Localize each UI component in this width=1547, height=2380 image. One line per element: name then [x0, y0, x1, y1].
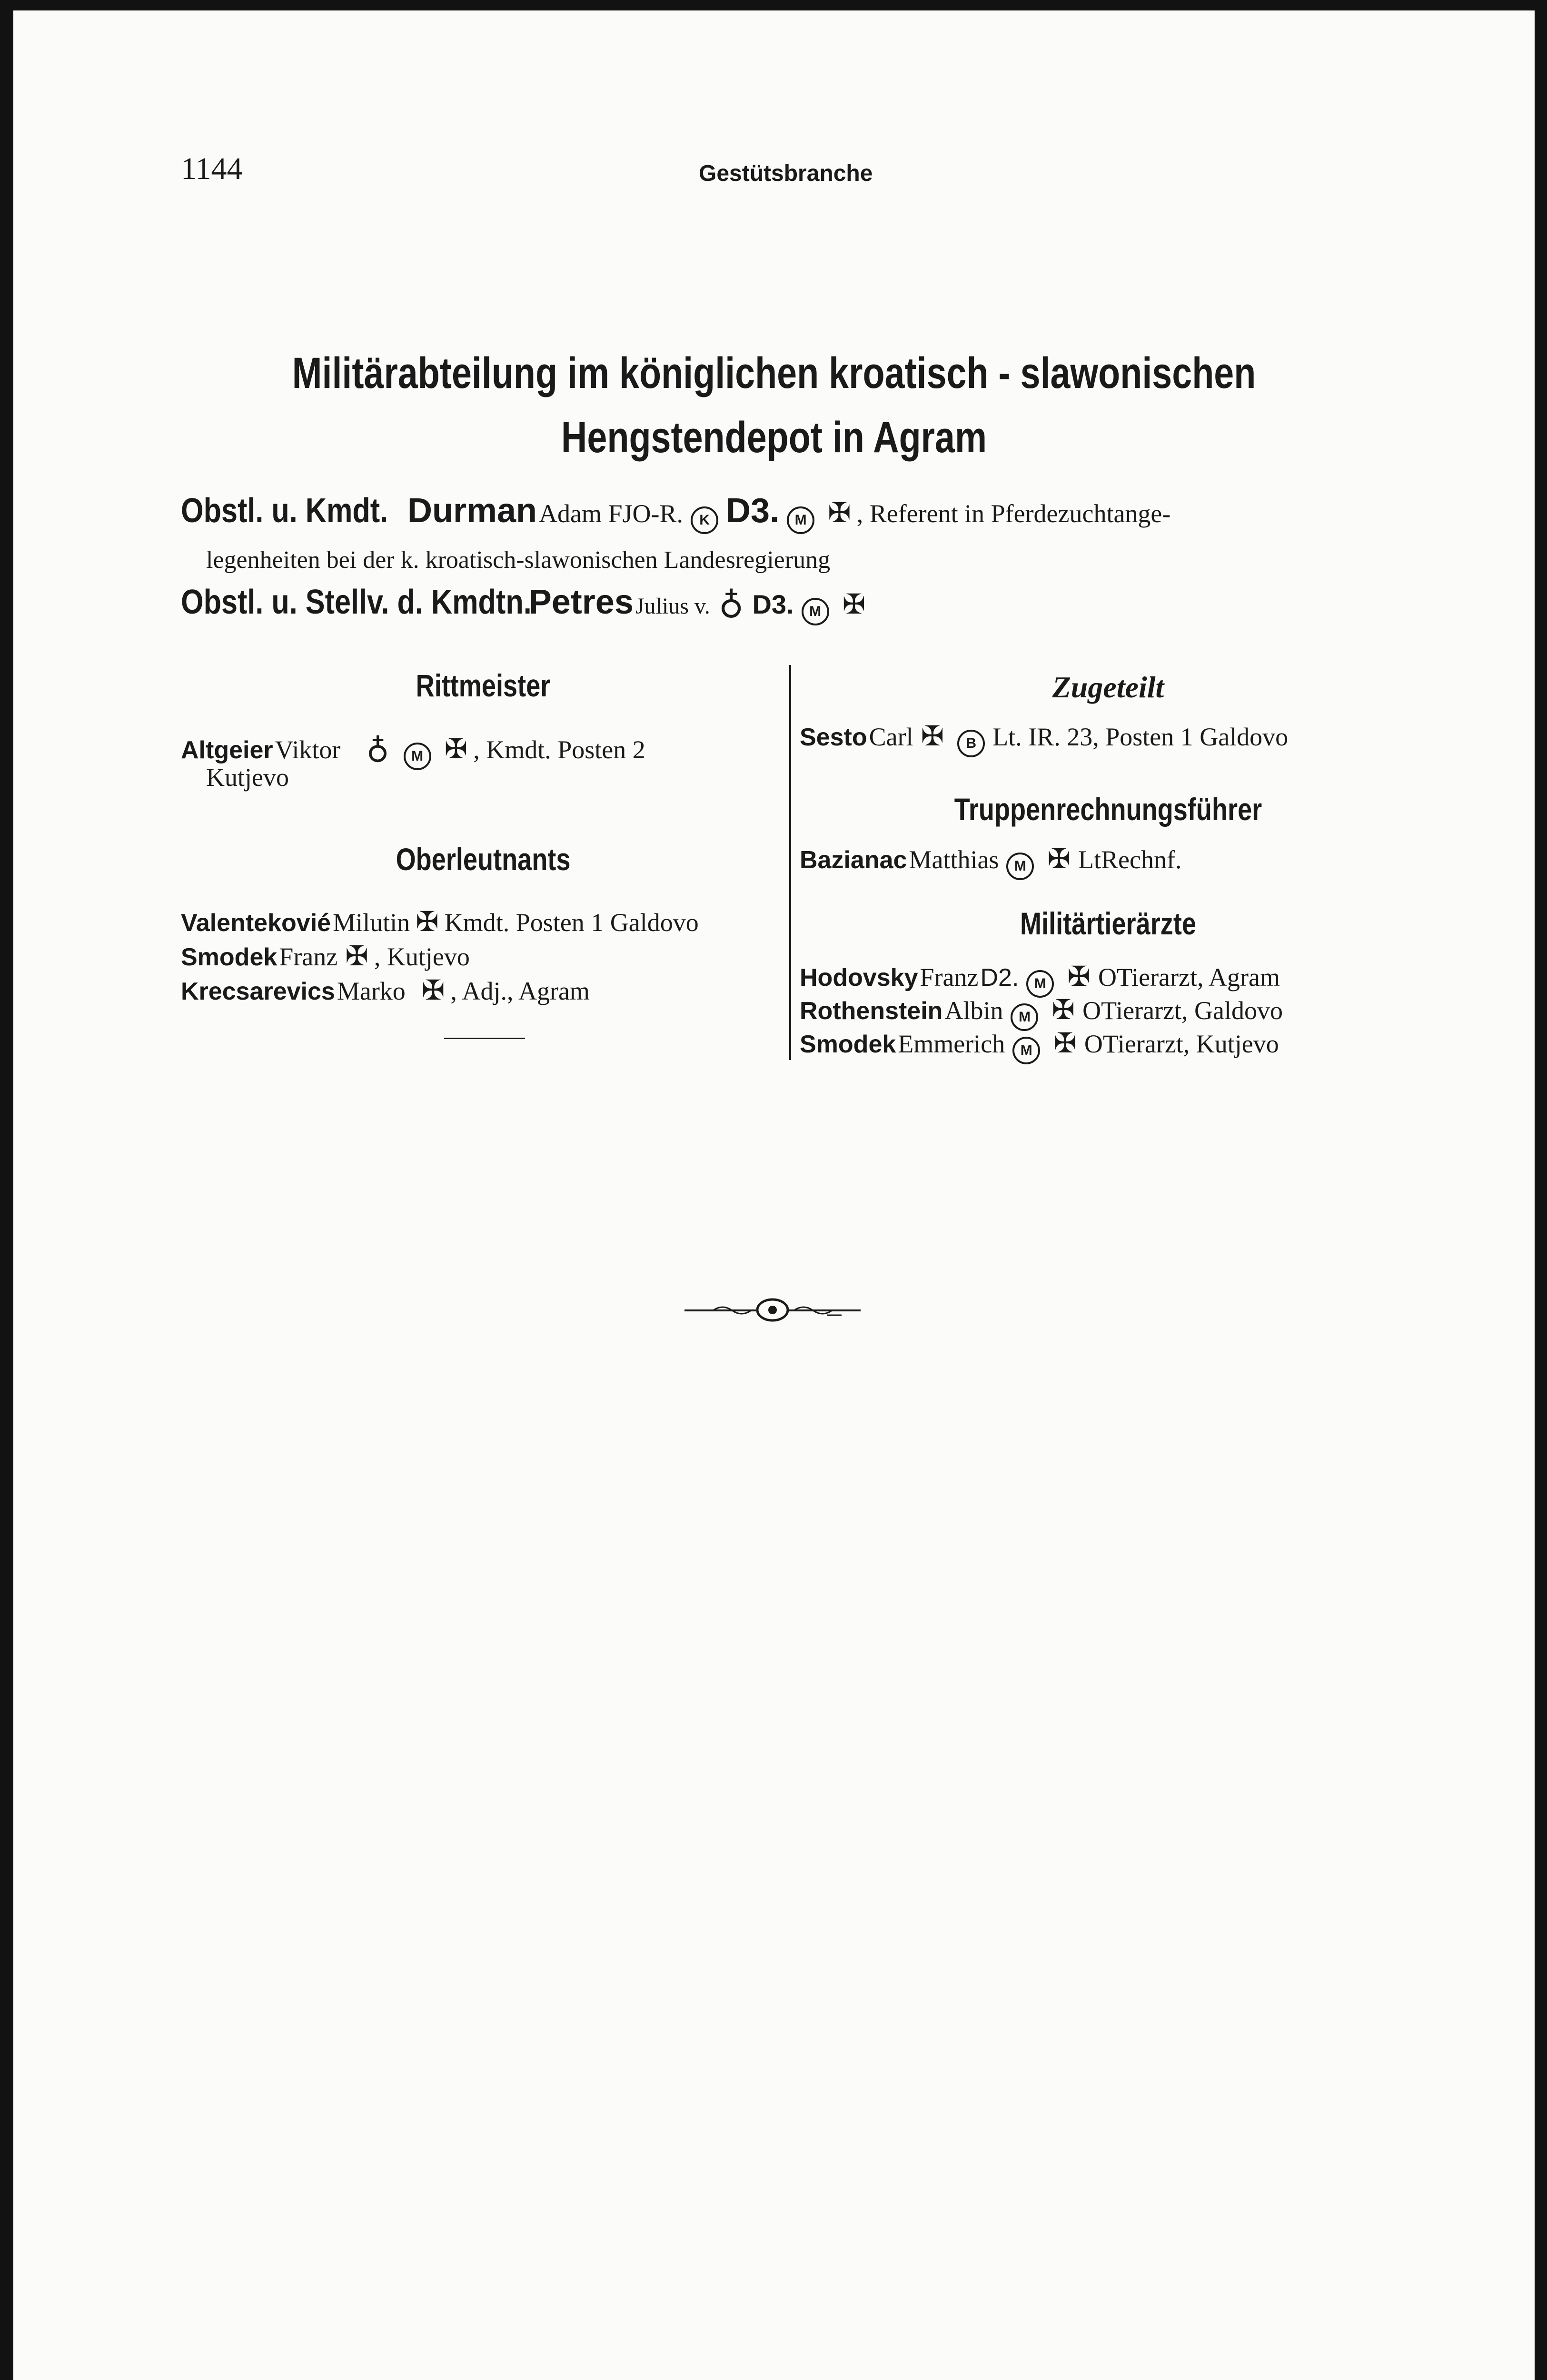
circled-m-icon: M: [1012, 1037, 1040, 1064]
oberleutnant-entry: [181, 974, 590, 1006]
zugeteilt-heading: Zugeteilt: [1052, 670, 1164, 704]
rittmeister-given: Viktor: [275, 735, 341, 764]
circled-m-icon: M: [787, 506, 814, 534]
cross-pattee-icon: ✠: [1051, 994, 1075, 1025]
decoration-icon: ♁: [366, 731, 389, 765]
cross-pattee-icon: ✠: [444, 734, 468, 764]
truppen-heading: Truppenrechnungsführer: [954, 792, 1262, 827]
truppen-tail: LtRechnf.: [1078, 845, 1182, 874]
zugeteilt-surname: Sesto: [800, 724, 867, 751]
title-line-2: Hengstendepot in Agram: [561, 413, 987, 462]
truppen-surname: Bazianac: [800, 846, 907, 874]
end-ornament-icon: [684, 1293, 861, 1327]
rittmeister-line-2: Kutjevo: [206, 763, 289, 792]
tierarzt-given: Franz: [920, 963, 979, 992]
cross-pattee-icon: ✠: [1067, 961, 1091, 992]
cross-pattee-icon: ✠: [1047, 843, 1071, 874]
tierarzt-given: Albin: [944, 996, 1003, 1025]
title-line-1: Militärabteilung im königlichen kroatisch - slawonischen: [292, 349, 1256, 397]
tierarzt-entry: [800, 960, 1280, 998]
commander-tail: , Referent in Pferdezuchtange-: [856, 499, 1171, 528]
oberleutnant-surname: Smodek: [181, 943, 278, 971]
column-divider: [789, 665, 791, 1060]
cross-pattee-icon: ✠: [345, 941, 368, 972]
oberleutnant-tail: , Adj., Agram: [450, 977, 590, 1005]
deputy-surname: Petres: [528, 583, 634, 621]
tierarzt-surname: Smodek: [800, 1031, 896, 1058]
commander-d3: D3.: [726, 492, 780, 530]
commander-line-2: legenheiten bei der k. kroatisch-slawonischen Landesregierung: [206, 546, 831, 574]
circled-k-icon: K: [691, 506, 718, 534]
tierarzt-surname: Rothenstein: [800, 997, 943, 1025]
tierarzt-tail: OTierarzt, Kutjevo: [1084, 1030, 1279, 1058]
cross-pattee-icon: ✠: [1053, 1028, 1077, 1059]
tierarzt-entry: [800, 993, 1283, 1031]
cross-pattee-icon: ✠: [421, 975, 445, 1006]
tierarzt-given: Emmerich: [898, 1030, 1005, 1058]
tierarzt-d2: D2.: [980, 964, 1019, 992]
running-head: Gestütsbranche: [699, 161, 873, 186]
commander-rank: Obstl. u. Kmdt.: [181, 492, 388, 530]
oberleutnant-given: Milutin: [333, 908, 410, 937]
oberleutnant-tail: , Kutjevo: [374, 942, 470, 971]
rittmeister-surname: Altgeier: [181, 736, 273, 764]
commander-given: Adam FJO-R.: [539, 499, 684, 528]
decoration-icon: ♁: [718, 583, 744, 621]
oberleutnant-entry: [181, 905, 699, 938]
deputy-rank: Obstl. u. Stellv. d. Kmdtn.: [181, 583, 532, 621]
circled-b-icon: B: [957, 730, 985, 757]
oberleutnant-tail: Kmdt. Posten 1 Galdovo: [444, 908, 699, 937]
section-rule: [444, 1038, 525, 1039]
oberleutnant-surname: Valentekovié: [181, 909, 331, 937]
rittmeister-tail: , Kmdt. Posten 2: [473, 735, 645, 764]
circled-m-icon: M: [1026, 970, 1054, 998]
deputy-d3: D3.: [752, 589, 794, 619]
tierarzt-tail: OTierarzt, Agram: [1098, 963, 1280, 992]
zugeteilt-given: Carl: [869, 723, 913, 751]
cross-pattee-icon: ✠: [842, 589, 866, 620]
circled-m-icon: M: [1006, 853, 1034, 880]
oberleutnant-entry: [181, 940, 470, 972]
cross-pattee-icon: ✠: [828, 497, 851, 528]
cross-pattee-icon: ✠: [416, 906, 439, 937]
oberleutnants-heading: Oberleutnants: [396, 842, 571, 877]
circled-m-icon: M: [404, 743, 431, 770]
commander-entry: [181, 491, 1170, 534]
cross-pattee-icon: ✠: [921, 721, 944, 752]
oberleutnant-given: Franz: [279, 942, 338, 971]
tierarzt-surname: Hodovsky: [800, 964, 918, 992]
document-page: [13, 10, 1535, 2380]
truppen-entry: [800, 843, 1181, 880]
page-number: 1144: [181, 151, 243, 186]
zugeteilt-entry: [800, 720, 1288, 757]
tieraerzte-heading: Militärtierärzte: [1020, 906, 1196, 941]
deputy-given: Julius v.: [635, 594, 710, 619]
oberleutnant-given: Marko: [337, 977, 406, 1005]
circled-m-icon: M: [1011, 1003, 1038, 1031]
deputy-entry: [181, 582, 871, 625]
rittmeister-heading: Rittmeister: [416, 668, 551, 703]
commander-surname: Durman: [407, 492, 537, 530]
circled-m-icon: M: [802, 598, 829, 625]
zugeteilt-tail: Lt. IR. 23, Posten 1 Galdovo: [992, 723, 1289, 751]
truppen-given: Matthias: [909, 845, 999, 874]
tierarzt-tail: OTierarzt, Galdovo: [1082, 996, 1283, 1025]
oberleutnant-surname: Krecsarevics: [181, 978, 335, 1005]
tierarzt-entry: [800, 1027, 1279, 1064]
